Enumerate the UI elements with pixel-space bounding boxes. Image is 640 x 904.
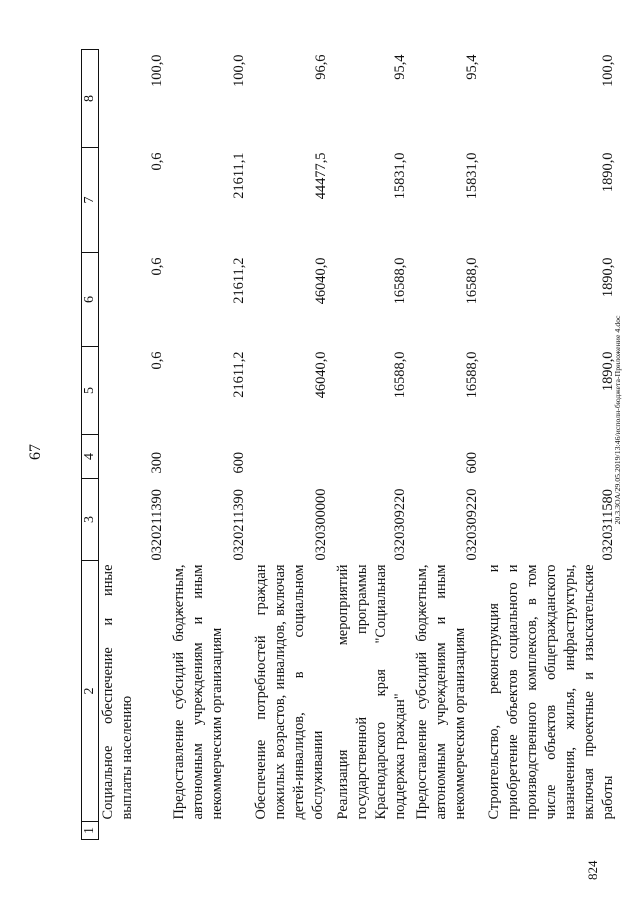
program-code-cell: 0320211390 <box>231 489 247 561</box>
percentage-cell: 100,0 <box>149 54 165 87</box>
value-column-5-cell: 16588,0 <box>464 351 480 399</box>
table-row <box>413 50 485 840</box>
percentage-cell: 95,4 <box>392 54 408 80</box>
value-column-6-cell: 46040,0 <box>313 257 329 305</box>
value-column-6-cell: 21611,2 <box>231 257 247 304</box>
header-column-2: 2 <box>82 561 99 822</box>
value-column-5-cell: 16588,0 <box>392 351 408 399</box>
header-column-4: 4 <box>82 435 99 479</box>
table-row <box>334 50 413 840</box>
header-column-3: 3 <box>82 479 99 561</box>
program-code-cell: 0320311580 <box>600 489 616 561</box>
value-column-6-cell: 0,6 <box>149 257 165 276</box>
row-number-cell <box>170 822 252 840</box>
expense-type-cell <box>252 435 334 479</box>
row-number-cell <box>252 822 334 840</box>
rotated-budget-table <box>81 50 616 840</box>
description-cell: Предоставление субсидий бюджетным, автономным учреждениям и иным некоммерческим организациям <box>414 564 468 820</box>
value-column-5-cell: 46040,0 <box>313 351 329 399</box>
value-column-5-cell: 21611,2 <box>231 351 247 398</box>
value-column-7-cell: 0,6 <box>149 152 165 171</box>
expense-type-cell: 600 <box>464 451 480 474</box>
expense-type-cell <box>334 435 413 479</box>
header-column-8: 8 <box>82 50 99 148</box>
value-column-6-cell: 16588,0 <box>464 257 480 305</box>
program-code-cell: 0320309220 <box>464 488 480 561</box>
program-code-cell: 0320309220 <box>392 488 408 561</box>
row-number-cell <box>413 822 485 840</box>
percentage-cell: 100,0 <box>231 54 247 87</box>
bottom-page-mark: 824 <box>585 860 600 880</box>
header-column-1: 1 <box>82 822 99 840</box>
expense-type-cell: 300 <box>149 451 165 474</box>
value-column-7-cell: 15831,0 <box>392 152 408 200</box>
table-row <box>252 50 334 840</box>
budget-execution-table <box>81 49 621 840</box>
value-column-6-cell: 16588,0 <box>392 257 408 305</box>
percentage-cell: 96,6 <box>313 54 329 80</box>
value-column-7-cell: 15831,0 <box>464 152 480 200</box>
value-column-7-cell: 1890,0 <box>600 152 616 193</box>
header-column-6: 6 <box>82 253 99 347</box>
document-file-path: 20.3.3OA/29.05.2019/13:46/исполн-бюджета-Приложение 4.doc <box>613 315 622 525</box>
value-column-5-cell: 1890,0 <box>600 351 616 392</box>
percentage-cell: 95,4 <box>464 54 480 80</box>
header-column-7: 7 <box>82 148 99 253</box>
program-code-cell: 0320300000 <box>313 488 329 561</box>
value-column-7-cell: 21611,1 <box>231 152 247 199</box>
value-column-6-cell: 1890,0 <box>600 257 616 298</box>
row-number-cell <box>485 822 621 840</box>
program-code-cell: 0320211390 <box>149 489 165 561</box>
value-column-5-cell: 0,6 <box>149 351 165 370</box>
page-number: 67 <box>27 444 44 460</box>
table-row <box>485 50 621 840</box>
header-column-5: 5 <box>82 347 99 435</box>
description-cell: Обеспечение потребностей граждан пожилых возрастов, инвалидов, включая детей-инвалидов, в социальном обслуживании <box>253 564 326 820</box>
percentage-cell: 100,0 <box>600 54 616 87</box>
description-cell: Строительство, реконструкция и приобретение объектов социального и производственного комплексов, в том числе объектов общегражданского назначения, жилья, инфраструктуры, включая проектные и изыскательские работы <box>486 564 616 820</box>
row-number-cell <box>334 822 413 840</box>
description-cell: Социальное обеспечение и иные выплаты населению <box>100 564 135 820</box>
table-row <box>170 50 252 840</box>
description-cell: Реализация мероприятий государственной программы Краснодарского края "Социальная поддержка граждан" <box>335 564 408 820</box>
value-column-7-cell: 44477,5 <box>313 152 329 200</box>
description-cell: Предоставление субсидий бюджетным, автономным учреждениям и иным некоммерческим организациям <box>171 564 225 820</box>
expense-type-cell <box>485 435 621 479</box>
row-number-cell <box>99 822 171 840</box>
table-header-row <box>82 50 99 840</box>
expense-type-cell: 600 <box>231 451 247 474</box>
table-row <box>99 50 171 840</box>
